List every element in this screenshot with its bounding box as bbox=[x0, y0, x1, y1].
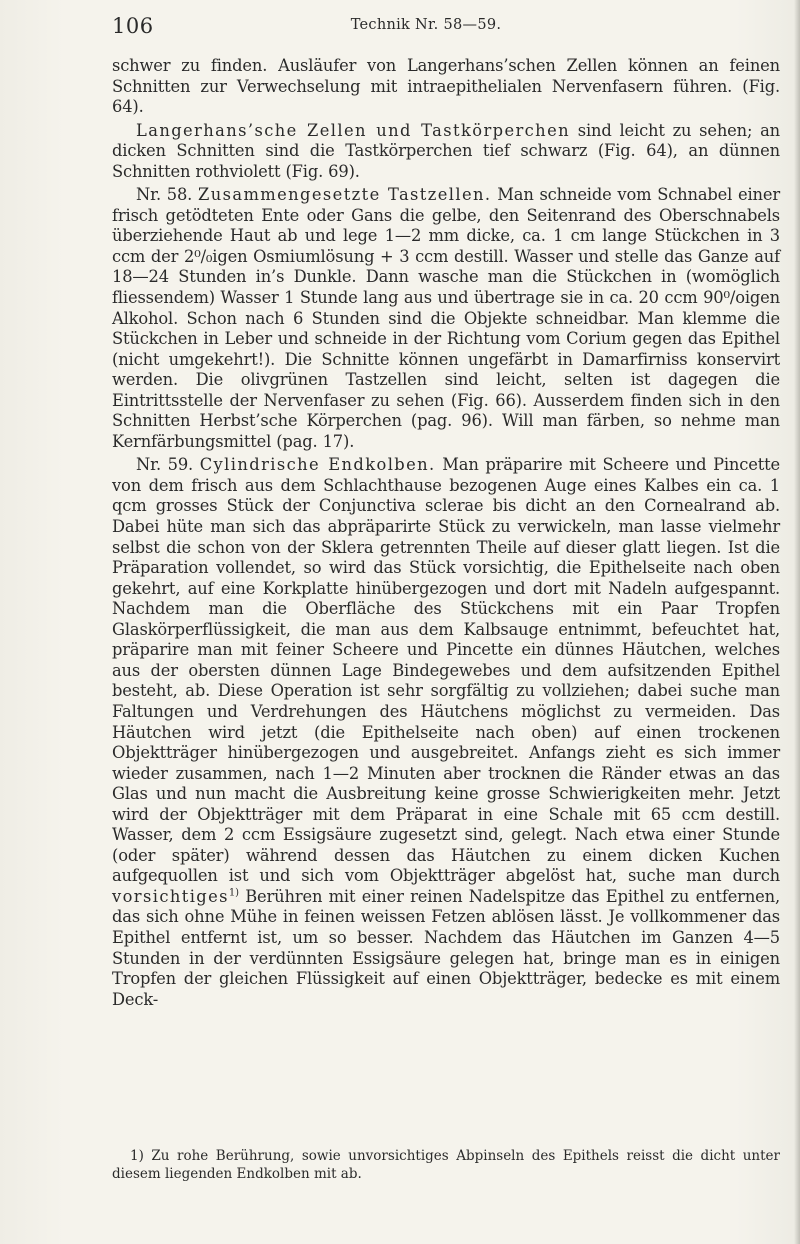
paragraph-2-heading: Langerhans’sche Zellen und Tastkörperchen bbox=[136, 120, 570, 140]
running-head: Technik Nr. 58—59. bbox=[350, 17, 502, 33]
section-text-58: Man schneide vom Schnabel einer frisch getödteten Ente oder Gans die gelbe, den Seitenrand des Oberschnabels überziehende Haut ab und lege 1—2 mm dicke, ca. 1 cm lange Stückchen in 3 ccm der 2⁰/₀igen Osmiumlösung + 3 ccm destill. Wasser und stelle das Ganze auf 18—24 Stunden in’s Dunkle. Dann wasche man die Stückchen in (womöglich fliessendem) Wasser 1 Stunde lang aus und übertrage sie in ca. 20 ccm 90⁰/oigen Alkohol. Schon nach 6 Stunden sind die Objekte schneidbar. Man klemme die Stückchen in Leber und schneide in der Richtung vom Corium gegen das Epithel (nicht umgekehrt!). Die Schnitte können ungefärbt in Damarfirniss konservirt werden. Die olivgrünen Tastzellen sind leicht, selten ist dagegen die Eintrittsstelle der Nervenfaser zu sehen (Fig. 66). Ausserdem finden sich in den Schnitten Herbst’sche Körperchen (pag. 96). Will man färben, so nehme man Kernfärbungsmittel (pag. 17). bbox=[112, 185, 780, 451]
page-edge-shadow bbox=[794, 0, 800, 1244]
footnote bbox=[112, 1148, 780, 1183]
section-heading-59: Cylindrische Endkolben. bbox=[199, 455, 436, 475]
footnote-mark: 1) bbox=[130, 1148, 144, 1164]
paragraph-nr-58 bbox=[112, 185, 780, 452]
paragraph-nr-59 bbox=[112, 455, 780, 1010]
section-text-59-b: Berühren mit einer reinen Nadelspitze das Epithel zu entfernen, das sich ohne Mühe in feinen weissen Fetzen ablösen lässt. Je vollkommener das Epithel entfernt ist, um so besser. Nachdem das Häutchen im Ganzen 4—5 Stunden in der verdünnten Essigsäure gelegen hat, bringe man es in einigen Tropfen der gleichen Flüssigkeit auf einen Objektträger, bedecke es mit einem Deck- bbox=[112, 886, 780, 1009]
section-number-59: Nr. 59. bbox=[136, 455, 200, 475]
body-text bbox=[112, 56, 780, 1010]
paragraph-2 bbox=[112, 121, 780, 183]
footnote-reference[interactable]: 1) bbox=[228, 887, 239, 899]
page-header bbox=[112, 14, 740, 44]
paragraph-2-text: sind leicht zu sehen; an dicken Schnitten sind die Tastkörperchen tief schwarz (Fig. 64), an dünnen Schnitten rothviolett (Fig. 69). bbox=[112, 120, 780, 181]
paragraph-1 bbox=[112, 56, 780, 118]
footnote-text: Zu rohe Berührung, sowie unvorsichtiges Abpinseln des Epithels reisst die dicht unter diesem liegenden Endkolben mit ab. bbox=[112, 1148, 780, 1182]
emphasis-vorsichtiges: vorsichtiges bbox=[112, 886, 229, 906]
page-number: 106 bbox=[112, 14, 154, 38]
section-number-58: Nr. 58. bbox=[136, 185, 198, 205]
section-heading-58: Zusammengesetzte Tastzellen. bbox=[198, 185, 492, 205]
section-text-59-a: Man präparire mit Scheere und Pincette von dem frisch aus dem Schlachthause bezogenen Auge eines Kalbes ein ca. 1 qcm grosses Stück der Conjunctiva sclerae bis dicht an den Cornealrand ab. Dabei hüte man sich das abpräparirte Stück zu verwickeln, man lasse vielmehr selbst die schon von der Sklera getrennten Theile auf dieser glatt liegen. Ist die Präparation vollendet, so wird das Stück vorsichtig, die Epithelseite nach oben gekehrt, auf eine Korkplatte hinübergezogen und dort mit Nadeln aufgespannt. Nachdem man die Oberfläche des Stückchens mit ein Paar Tropfen Glaskörperflüssigkeit, die man aus dem Kalbsauge entnimmt, befeuchtet hat, präparire man mit feiner Scheere und Pincette ein dünnes Häutchen, welches aus der obersten dünnen Lage Bindegewebes und dem aufsitzenden Epithel besteht, ab. Diese Operation ist sehr sorgfältig zu vollziehen; dabei suche man Faltungen und Verdrehungen des Häutchens möglichst zu vermeiden. Das Häutchen wird jetzt (die Epithelseite nach oben) auf einen trockenen Objektträger hinübergezogen und ausgebreitet. Anfangs zieht es sich immer wieder zusammen, nach 1—2 Minuten aber trocknen die Ränder etwas an das Glas und nun macht die Ausbreitung keine grosse Schwierigkeiten mehr. Jetzt wird der Objektträger mit dem Präparat in eine Schale mit 65 ccm destill. Wasser, dem 2 ccm Essigsäure zugesetzt sind, gelegt. Nach etwa einer Stunde (oder später) während dessen das Häutchen zu einem dicken Kuchen aufgequollen ist und sich vom Objektträger abgelöst hat, suche man durch bbox=[112, 455, 780, 886]
paragraph-1-text: schwer zu finden. Ausläufer von Langerhans’schen Zellen können an feinen Schnitten zur Verwechselung mit intraepithelialen Nervenfasern führen. (Fig. 64). bbox=[112, 56, 780, 117]
